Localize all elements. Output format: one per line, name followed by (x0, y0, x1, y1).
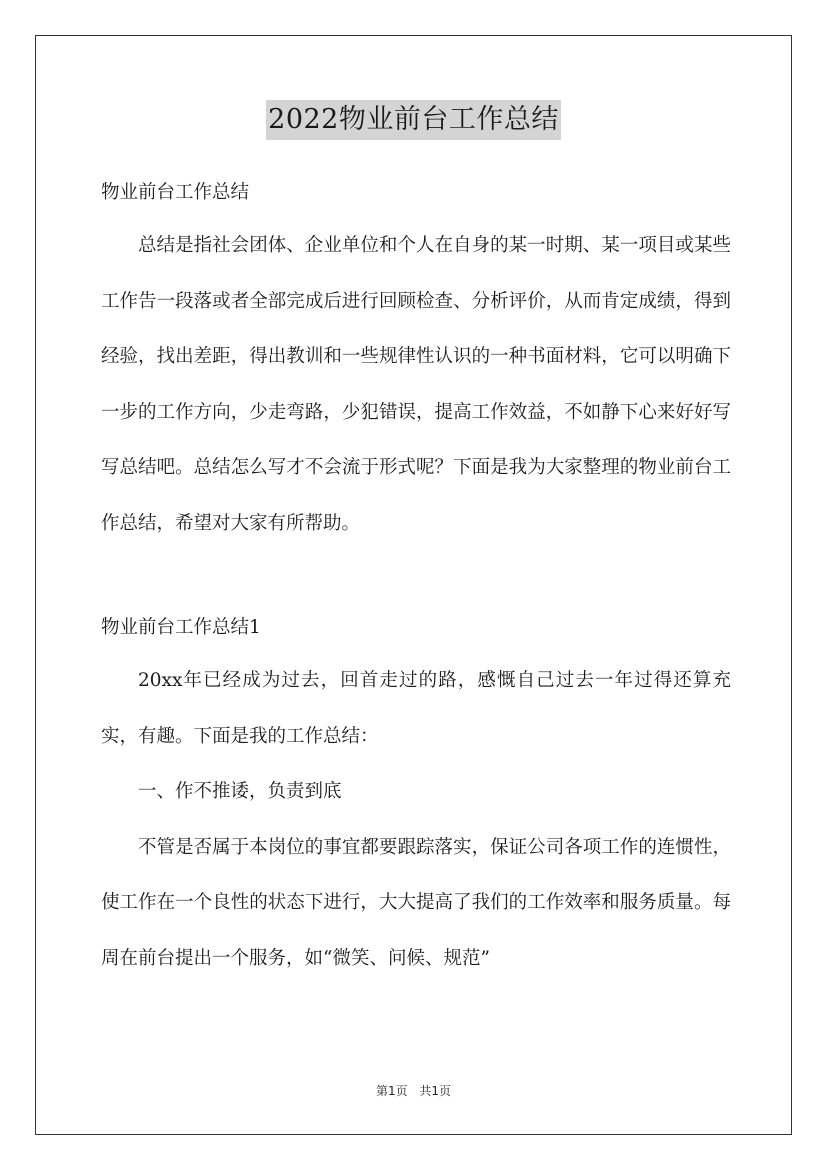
title-container (0, 100, 827, 140)
item-1-heading: 一、作不推诿，负责到底 (138, 781, 342, 802)
page-number: 第1页 (375, 1084, 408, 1098)
document-title: 2022物业前台工作总结 (266, 100, 561, 140)
section-1-paragraph: 20xx年已经成为过去，回首走过的路，感慨自己过去一年过得还算充实，有趣。下面是我的工作总结： (101, 670, 731, 747)
subtitle-heading: 物业前台工作总结 (101, 182, 250, 203)
page-total: 共1页 (419, 1084, 452, 1098)
page-footer (0, 1082, 827, 1099)
item-1-paragraph: 不管是否属于本岗位的事宜都要跟踪落实，保证公司各项工作的连惯性，使工作在一个良性的状态下进行，大大提高了我们的工作效率和服务质量。每周在前台提出一个服务，如“微笑、问候、规范” (101, 836, 731, 969)
section-heading-1: 物业前台工作总结1 (101, 617, 261, 638)
document-body (101, 168, 731, 986)
intro-paragraph: 总结是指社会团体、企业单位和个人在自身的某一时期、某一项目或某些工作告一段落或者全部完成后进行回顾检查、分析评价，从而肯定成绩，得到经验，找出差距，得出教训和一些规律性认识的一种书面材料，它可以明确下一步的工作方向，少走弯路，少犯错误，提高工作效益，不如静下心来好好写写总结吧。总结怎么写才不会流于形式呢？下面是我为大家整理的物业前台工作总结，希望对大家有所帮助。 (101, 235, 731, 534)
